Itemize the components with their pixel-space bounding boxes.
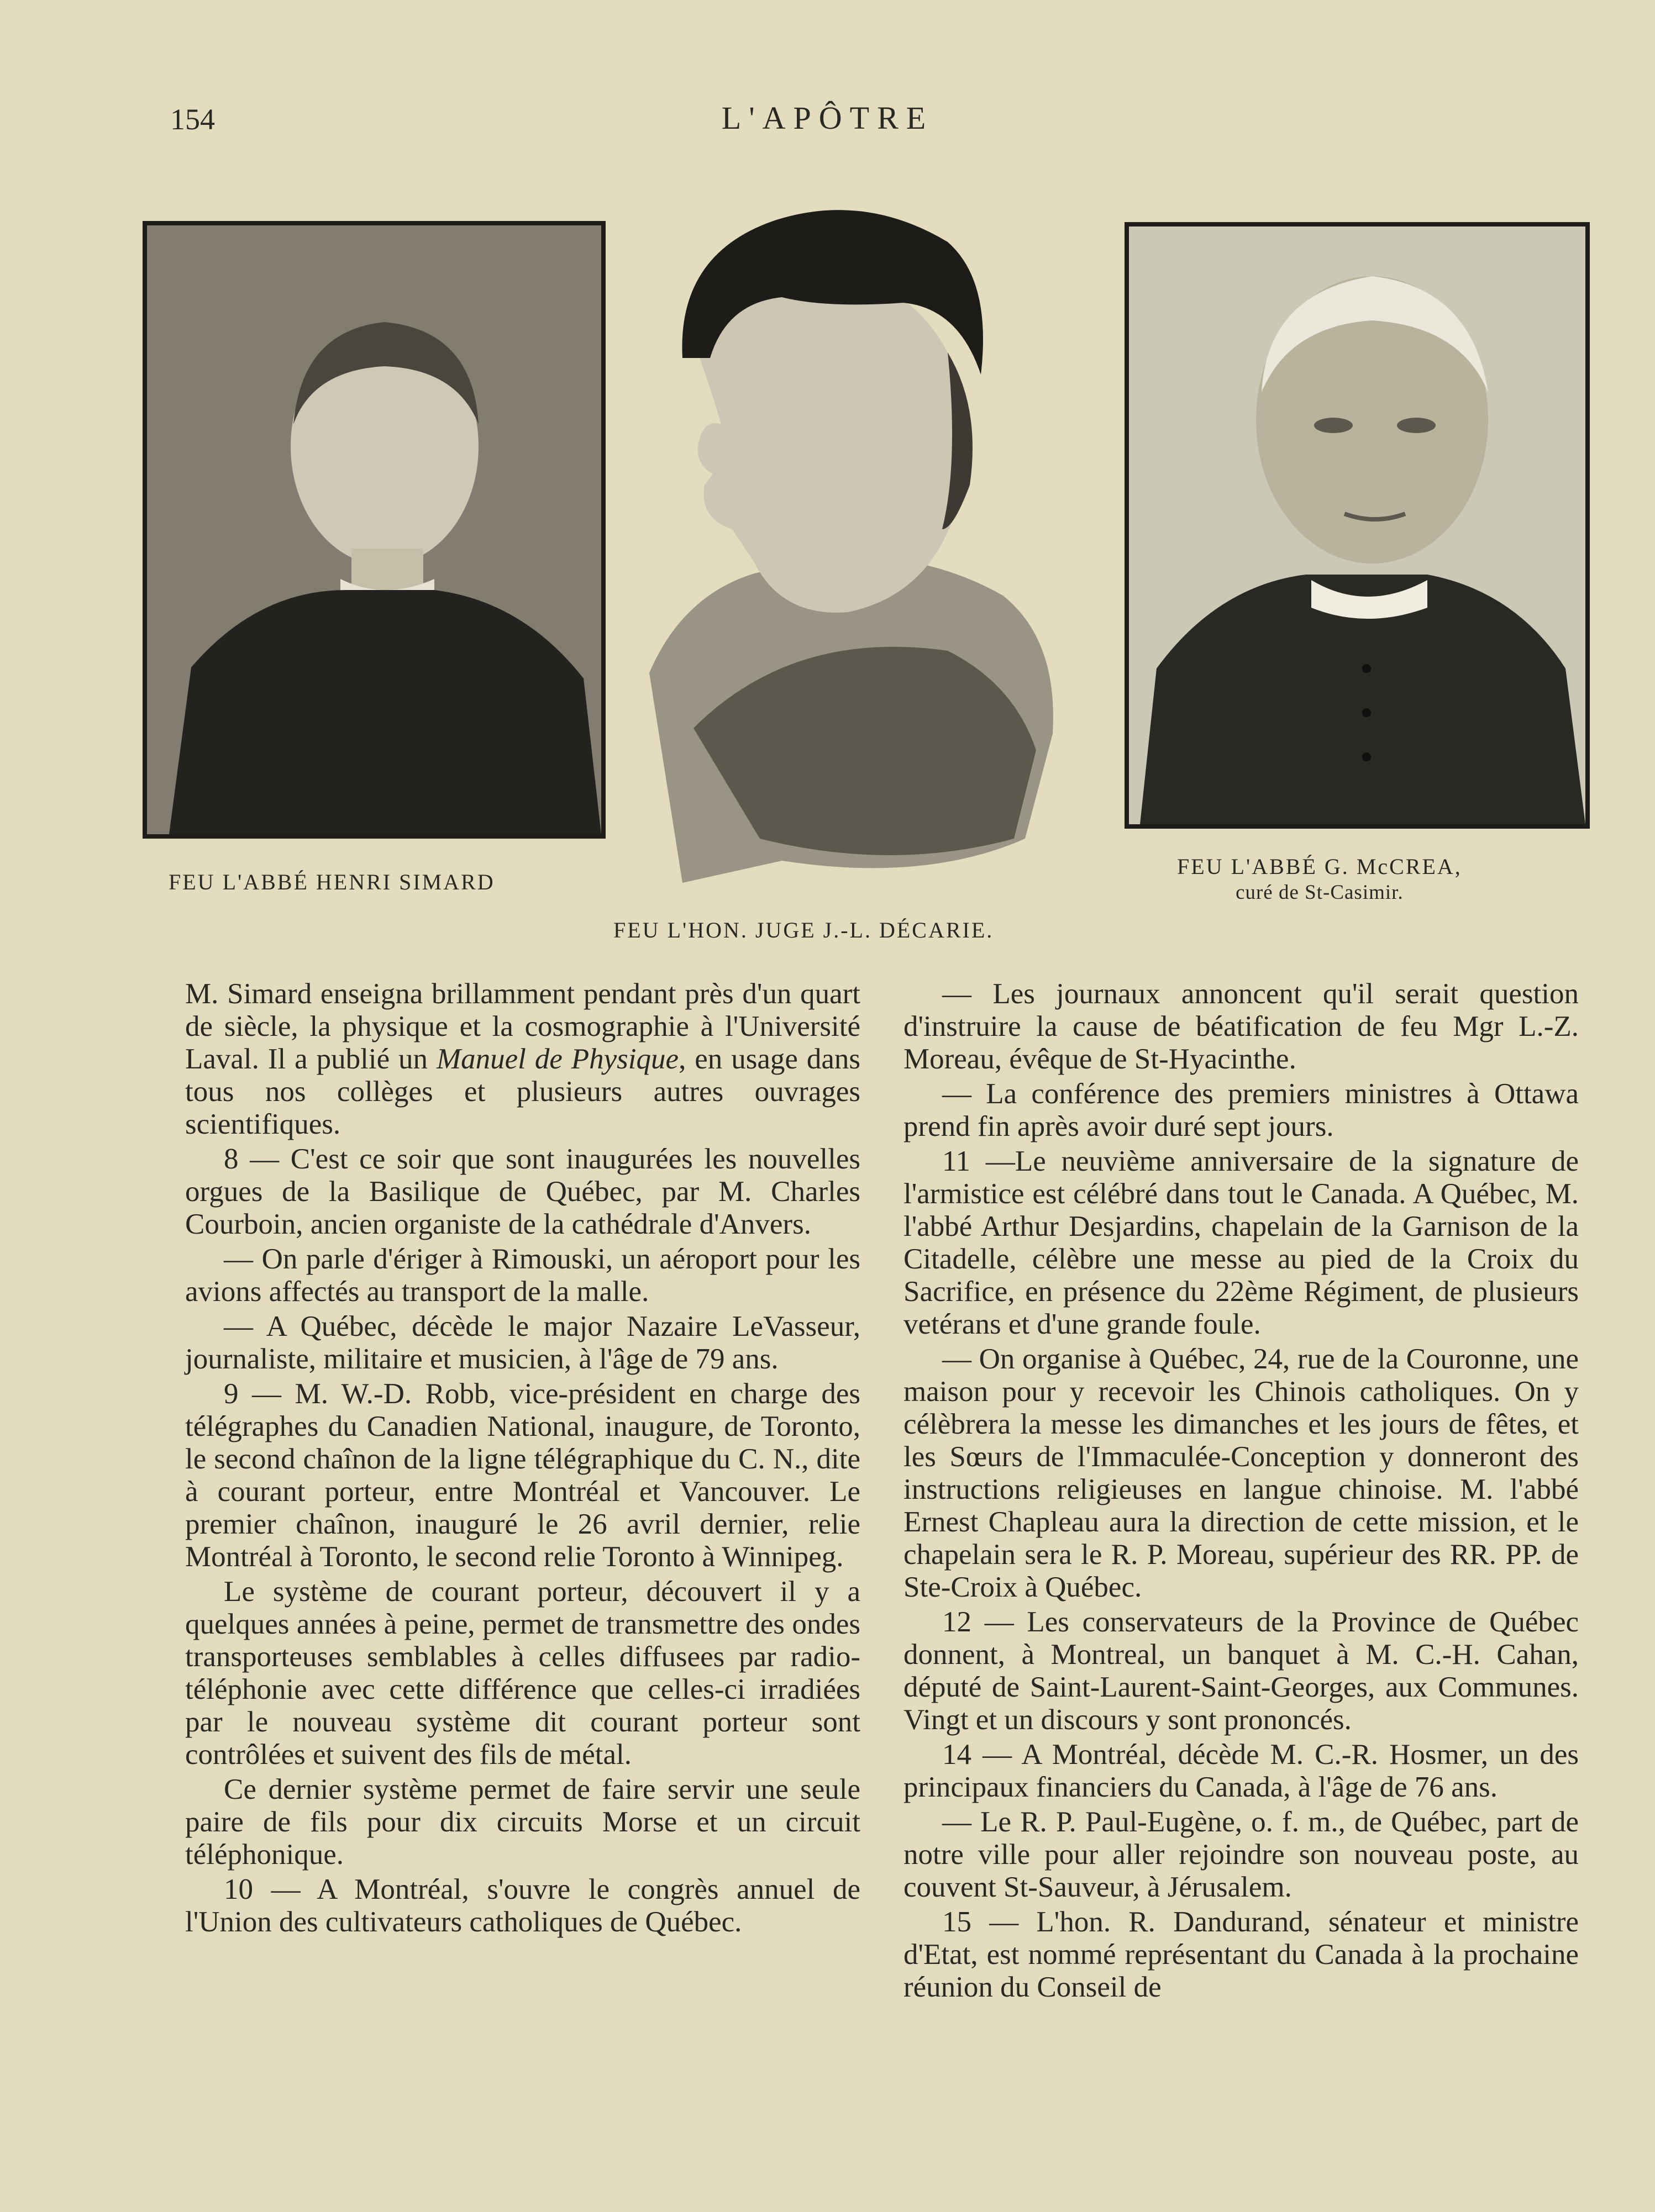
photo-caption-simard: FEU L'ABBÉ HENRI SIMARD	[169, 870, 495, 894]
photo-caption-mccrea-title: curé de St-Casimir.	[1236, 881, 1404, 904]
paragraph: 14 — A Montréal, décède M. C.-R. Hosmer, un des principaux financiers du Canada, à l'âge de 76 ans.	[903, 1739, 1579, 1803]
paragraph: — Le R. P. Paul-Eugène, o. f. m., de Québec, part de notre ville pour aller rejoindre son nouveau poste, au couvent St-Sauveur, à Jérusalem.	[903, 1806, 1579, 1903]
book-title: Manuel de Physique	[436, 1043, 679, 1075]
paragraph: — Les journaux annoncent qu'il serait question d'instruire la cause de béatification de feu Mgr L.-Z. Moreau, évêque de St-Hyacinthe.	[903, 978, 1579, 1075]
paragraph: — La conférence des premiers ministres à Ottawa prend fin après avoir duré sept jours.	[903, 1078, 1579, 1142]
paragraph-text: , en usage dans tous nos collèges et plusieurs autres ouvrages scientifiques.	[185, 1043, 860, 1140]
paragraph: 8 — C'est ce soir que sont inaugurées les nouvelles orgues de la Basilique de Québec, par M. Charles Courboin, ancien organiste de la cathédrale d'Anvers.	[185, 1143, 860, 1240]
photo-caption-decarie: FEU L'HON. JUGE J.-L. DÉCARIE.	[613, 918, 994, 942]
photo-caption-mccrea	[1177, 854, 1462, 904]
portrait-photo-jl-decarie	[616, 176, 1069, 888]
paragraph: 15 — L'hon. R. Dandurand, sénateur et ministre d'Etat, est nommé représentant du Canada à la prochaine réunion du Conseil de	[903, 1906, 1579, 2003]
paragraph: 11 —Le neuvième anniversaire de la signature de l'armistice est célébré dans tout le Canada. A Québec, M. l'abbé Arthur Desjardins, chapelain de la Garnison de la Citadelle, célèbre une messe au pied de la Croix du Sacrifice, en présence du 22ème Régiment, de plusieurs vetérans et d'une grande foule.	[903, 1145, 1579, 1340]
paragraph: — On organise à Québec, 24, rue de la Couronne, une maison pour y recevoir les Chinois catholiques. On y célèbrera la messe les dimanches et les jours de fêtes, et les Sœurs de l'Immaculée-Conception y donneront des instructions religieuses en langue chinoise. M. l'abbé Ernest Chapleau aura la direction de cette mission, et le chapelain sera le R. P. Moreau, supérieur des RR. PP. de Ste-Croix à Québec.	[903, 1343, 1579, 1603]
paragraph	[185, 978, 860, 1141]
paragraph: 9 — M. W.-D. Robb, vice-président en charge des télégraphes du Canadien National, inaugure, de Toronto, le second chaînon de la ligne télégraphique du C. N., dite à courant porteur, entre Montréal et Vancouver. Le premier chaînon, inauguré le 26 avril dernier, relie Montréal à Toronto, le second relie Toronto à Winnipeg.	[185, 1378, 860, 1573]
portrait-photo-henri-simard	[143, 221, 606, 839]
paragraph: — On parle d'ériger à Rimouski, un aéroport pour les avions affectés au transport de la malle.	[185, 1243, 860, 1308]
paragraph: Le système de courant porteur, découvert il y a quelques années à peine, permet de transmettre des ondes transporteuses semblables à celles diffusees par radio-téléphonie avec cette différence que celles-ci irradiées par le nouveau système dit courant porteur sont contrôlées et suivent des fils de métal.	[185, 1576, 860, 1771]
paragraph: 10 — A Montréal, s'ouvre le congrès annuel de l'Union des cultivateurs catholiques de Québec.	[185, 1873, 860, 1938]
paragraph: — A Québec, décède le major Nazaire LeVasseur, journaliste, militaire et musicien, à l'âge de 79 ans.	[185, 1310, 860, 1375]
paragraph: Ce dernier système permet de faire servir une seule paire de fils pour dix circuits Morse et un circuit téléphonique.	[185, 1773, 860, 1871]
portrait-photo-g-mccrea	[1125, 222, 1590, 829]
paragraph-text: M. Simard enseigna brillamment pendant près d'un quart de siècle, la physique et la cosmographie à l'Université Laval. Il a publié un	[185, 978, 860, 1075]
paragraph: 12 — Les conservateurs de la Province de Québec donnent, à Montreal, un banquet à M. C.-H. Cahan, député de Saint-Laurent-Saint-Georges, aux Communes. Vingt et un discours y sont prononcés.	[903, 1606, 1579, 1736]
page-number: 154	[170, 103, 215, 136]
photo-caption-mccrea-name: FEU L'ABBÉ G. McCREA,	[1177, 854, 1462, 879]
running-title: L'APÔTRE	[721, 100, 934, 136]
text-column-left	[185, 978, 860, 1939]
text-column-right	[903, 978, 1579, 2004]
